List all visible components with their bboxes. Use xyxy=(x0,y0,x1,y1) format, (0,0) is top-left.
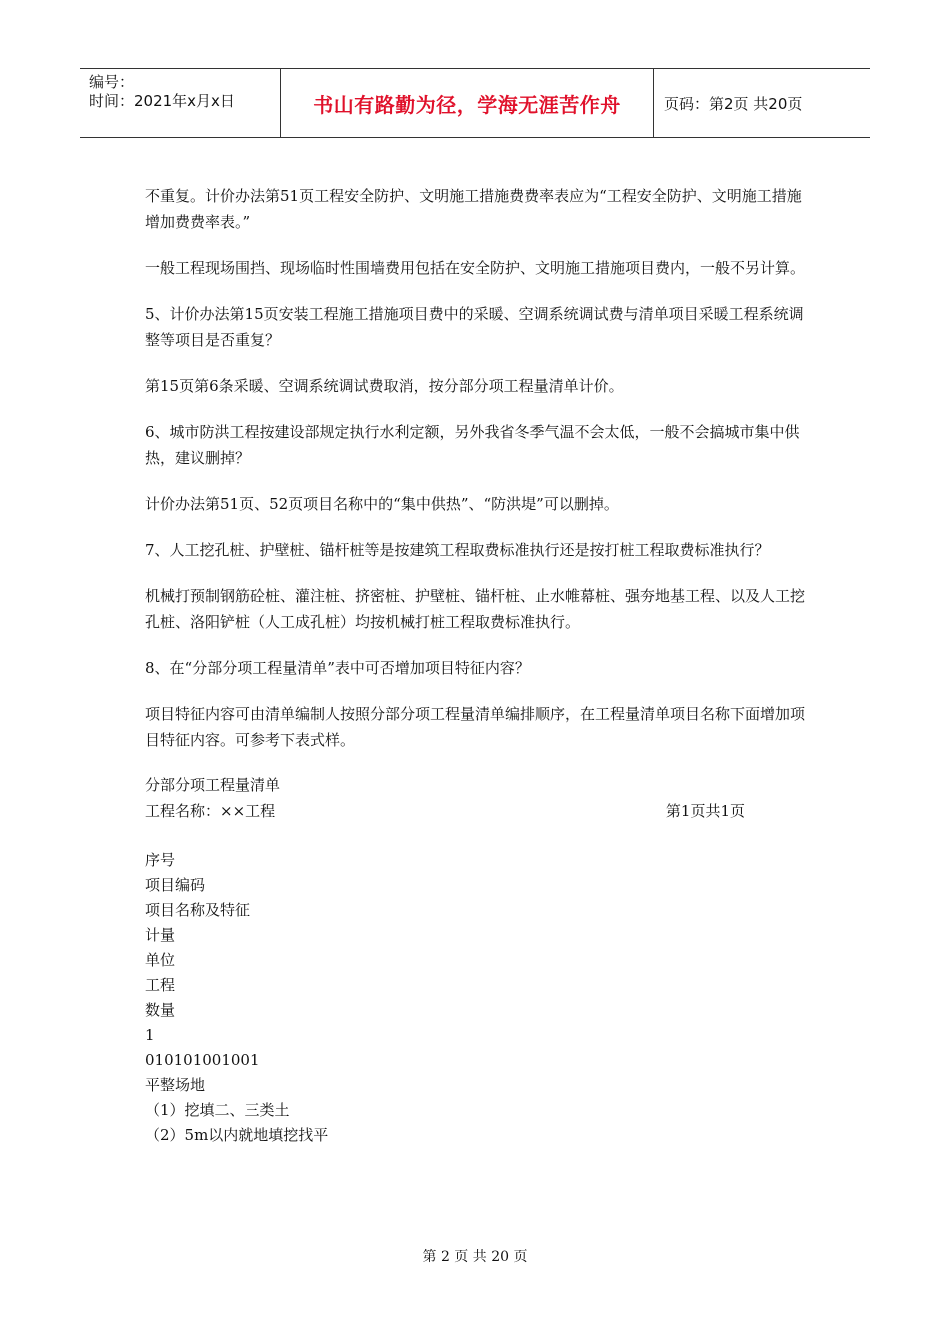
motto: 书山有路勤为径，学海无涯苦作舟 xyxy=(313,92,621,117)
answer: 机械打预制钢筋砼桩、灌注桩、挤密桩、护壁桩、锚杆桩、止水帷幕桩、强夯地基工程、以及人工挖孔桩、洛阳铲桩（人工成孔桩）均按机械打桩工程取费标准执行。 xyxy=(145,587,806,631)
table-cell: 工程 xyxy=(145,976,176,994)
header-meta xyxy=(80,69,281,137)
table-cell: 010101001001 xyxy=(145,1051,260,1069)
table-title: 分部分项工程量清单 xyxy=(145,776,281,794)
paragraph: 一般工程现场围挡、现场临时性围墙费用包括在安全防护、文明施工措施项目费内，一般不另计算。 xyxy=(145,259,806,277)
project-name: 工程名称：××工程 xyxy=(145,802,276,820)
paragraph: 不重复。计价办法第51页工程安全防护、文明施工措施费费率表应为“工程安全防护、文明施工措施增加费费率表。” xyxy=(145,187,802,231)
table-cell: 项目编码 xyxy=(145,876,206,894)
answer: 第15页第6条采暖、空调系统调试费取消，按分部分项工程量清单计价。 xyxy=(145,377,624,395)
answer: 计价办法第51页、52页项目名称中的“集中供热”、“防洪堤”可以删掉。 xyxy=(145,495,619,513)
number-label: 编号： xyxy=(89,73,135,91)
document-body xyxy=(145,183,815,1148)
page-label: 页码：第2页 共20页 xyxy=(664,94,803,113)
table-cell: 平整场地 xyxy=(145,1076,206,1094)
table-cell: 项目名称及特征 xyxy=(145,901,251,919)
time-label: 时间：2021年x月x日 xyxy=(89,92,235,110)
table-cell: 单位 xyxy=(145,951,176,969)
table-cell: 计量 xyxy=(145,926,176,944)
header-motto-cell xyxy=(281,69,654,137)
page-footer: 第 2 页 共 20 页 xyxy=(422,1249,528,1265)
question: 6、城市防洪工程按建设部规定执行水利定额，另外我省冬季气温不会太低，一般不会搞城市集中供热，建议删掉？ xyxy=(145,423,800,467)
table-cell: 1 xyxy=(145,1026,155,1044)
answer: 项目特征内容可由清单编制人按照分部分项工程量清单编排顺序，在工程量清单项目名称下面增加项目特征内容。可参考下表式样。 xyxy=(145,705,806,749)
table-meta-row xyxy=(145,798,745,824)
question: 7、人工挖孔桩、护壁桩、锚杆桩等是按建筑工程取费标准执行还是按打桩工程取费标准执行？ xyxy=(145,541,770,559)
table-cell: 序号 xyxy=(145,851,176,869)
table-cell: （2）5m以内就地填挖找平 xyxy=(145,1126,329,1144)
table-cell: （1）挖填二、三类土 xyxy=(145,1101,290,1119)
table-cell: 数量 xyxy=(145,1001,176,1019)
question: 8、在“分部分项工程量清单”表中可否增加项目特征内容？ xyxy=(145,659,530,677)
table-page-info: 第1页共1页 xyxy=(665,802,745,820)
page-header xyxy=(80,68,870,138)
question: 5、计价办法第15页安装工程施工措施项目费中的采暖、空调系统调试费与清单项目采暖工程系统调整等项目是否重复？ xyxy=(145,305,804,349)
